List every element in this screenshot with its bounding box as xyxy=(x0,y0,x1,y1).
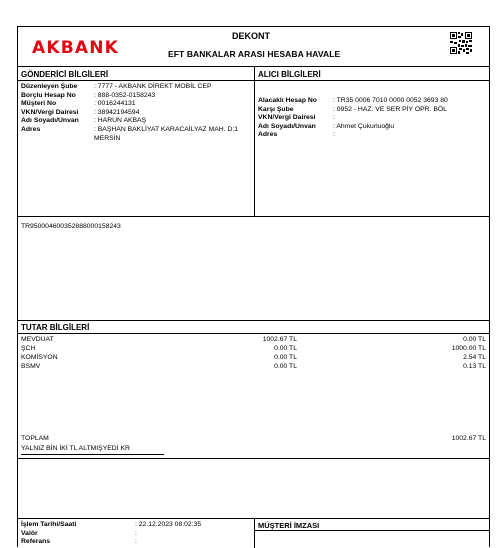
transaction-field: Valör : xyxy=(21,529,137,537)
document-subtitle: EFT BANKALAR ARASI HESABA HAVALE xyxy=(168,49,341,59)
receipt-page xyxy=(17,26,490,547)
sender-fields xyxy=(21,83,251,143)
sender-field: Adı Soyadı/Unvan : HARUN AKBAŞ xyxy=(21,117,147,125)
receiver-field: Adı Soyadı/Unvan : Ahmet Çukurluoğlu xyxy=(258,122,395,130)
party-info-section xyxy=(18,67,489,217)
receipt-footer xyxy=(18,519,489,548)
amount-row: BSMV 0.00 TL 0.13 TL xyxy=(21,363,486,370)
amount-in-words: YALNIZ BİN İKİ TL ALTMIŞYEDİ KR xyxy=(21,445,130,452)
amount-title: TUTAR BİLGİLERİ xyxy=(21,323,90,332)
transaction-info xyxy=(18,519,255,548)
amount-row: ŞCH 0.00 TL 1000.00 TL xyxy=(21,345,486,352)
customer-signature-title: MÜŞTERİ İMZASI xyxy=(258,521,320,530)
receiver-title: ALICI BİLGİLERİ xyxy=(258,70,321,79)
receiver-field: Karşı Şube : 0952 - HAZ. VE SER PİY OPR. BÖL xyxy=(258,105,447,113)
sender-field: VKN/Vergi Dairesi : 38942194594 xyxy=(21,108,140,116)
transaction-field: İşlem Tarihi/Saati : 22.12.2023 08:02:35 xyxy=(21,521,202,528)
sender-info xyxy=(18,67,255,216)
sender-title: GÖNDERİCİ BİLGİLERİ xyxy=(21,70,109,79)
bank-logo: AKBANK xyxy=(32,38,120,58)
amount-row: MEVDUAT 1002.67 TL 0.00 TL xyxy=(21,336,486,343)
blank-section xyxy=(18,459,489,519)
sender-field: Adres : BAŞHAN BAKLİYAT KARACAİLYAZ MAH. D:1 MERSİN xyxy=(21,125,239,142)
sender-field: Müşteri No : 0016244131 xyxy=(21,100,136,108)
amount-section xyxy=(18,321,489,459)
amount-row: KOMİSYON 0.00 TL 2.54 TL xyxy=(21,354,486,361)
receipt-header xyxy=(18,27,489,67)
qr-code-icon xyxy=(450,32,472,54)
sender-field: Düzenleyen Şube : 7777 - AKBANK DİREKT MOBİL CEP xyxy=(21,83,212,90)
sender-iban: TR950004600352888000158243 xyxy=(21,223,121,230)
total-label: TOPLAM xyxy=(21,435,49,442)
transaction-field: Referans : xyxy=(21,538,137,546)
total-row xyxy=(21,435,486,443)
receiver-field: Adres : xyxy=(258,131,335,139)
receiver-field: VKN/Vergi Dairesi : xyxy=(258,114,335,122)
document-title: DEKONT xyxy=(232,31,270,41)
total-value: 1002.67 TL xyxy=(451,435,486,442)
description-section xyxy=(18,217,489,321)
receiver-fields xyxy=(258,97,486,140)
sender-field: Borçlu Hesap No : 888-0352-0158243 xyxy=(21,91,156,99)
receiver-info xyxy=(255,67,489,216)
receiver-field: Alacaklı Hesap No : TR35 0006 7010 0000 0052 3693 80 xyxy=(258,97,448,104)
